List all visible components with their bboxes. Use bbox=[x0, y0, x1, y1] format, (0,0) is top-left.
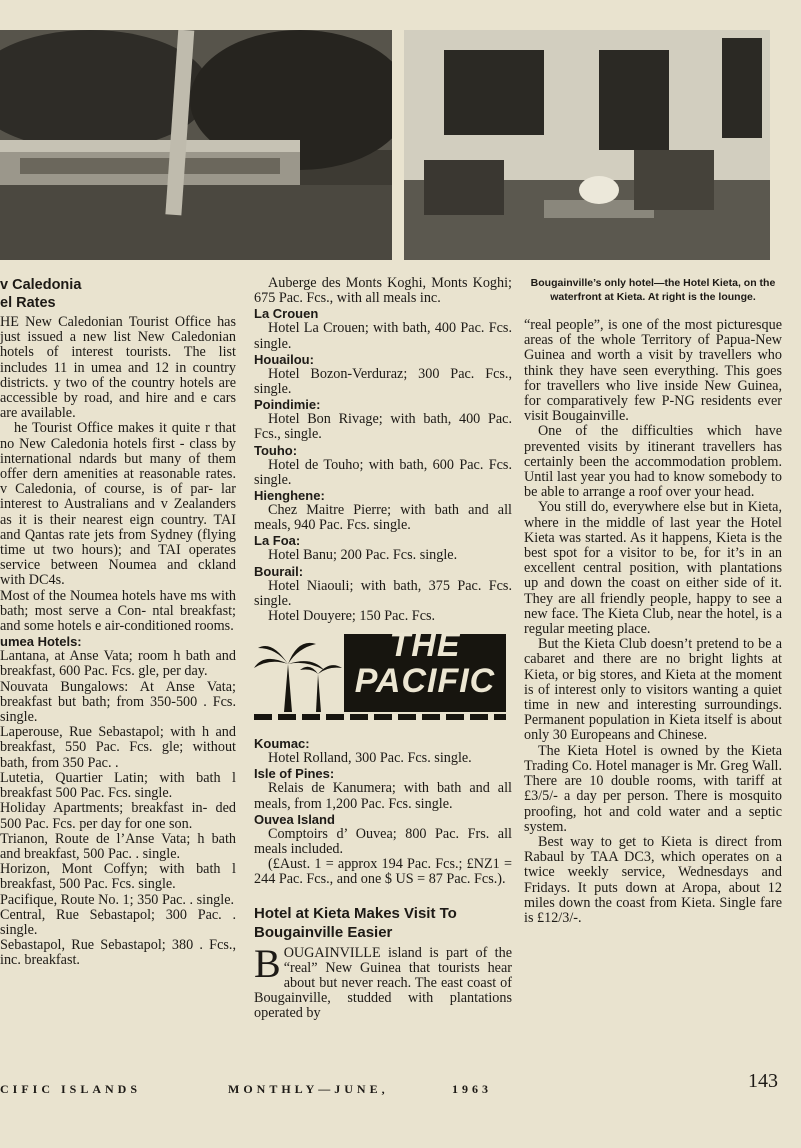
hotel-entry: Chez Maitre Pierre; with bath and all meals, 940 Pac. Fcs. single. bbox=[254, 502, 512, 534]
exchange-note: (£Aust. 1 = approx 194 Pac. Fcs.; £NZ1 = 244 Pac. Fcs., and one $ US = 87 Pac. Fcs.). bbox=[254, 856, 512, 888]
hotel-entry: Sebastapol, Rue Sebastapol; 380 . Fcs., inc. breakfast. bbox=[0, 937, 236, 969]
place-heading: Ouvea Island bbox=[254, 811, 335, 827]
section-heading: umea Hotels: bbox=[0, 634, 82, 650]
hotel-entry: Hotel Bon Rivage; with bath, 400 Pac. Fcs., single. bbox=[254, 411, 512, 443]
place-heading: Koumac: bbox=[254, 736, 310, 752]
hotel-entry: Holiday Apartments; breakfast in- ded 500 Pac. Fcs. per day for one son. bbox=[0, 800, 236, 832]
logo-line: THE bbox=[389, 626, 461, 665]
hotel-entry: Hotel Rolland, 300 Pac. Fcs. single. bbox=[268, 750, 472, 767]
place-heading: Houailou: bbox=[254, 351, 314, 367]
footer-year: 1963 bbox=[452, 1082, 492, 1096]
paragraph: But the Kieta Club doesn’t pretend to be a cabaret and there are no bright lights at Kieta, or big stores, and Kieta at the moment is of interest only to visitors wanting a quiet time in new and interesting surroundings. Permanent population in Kieta itself is about only 30 Europeans and Chinese. bbox=[524, 636, 782, 744]
place-heading: Hienghene: bbox=[254, 488, 325, 504]
logo-box bbox=[344, 626, 506, 712]
hotel-entry: Nouvata Bungalows: At Anse Vata; breakfast but bath; from 350-500 . Fcs. single. bbox=[0, 678, 236, 726]
hotel-entry: Lantana, at Anse Vata; room h bath and breakfast, 600 Pac. Fcs. gle, per day. bbox=[0, 648, 236, 680]
footer-publication: CIFIC ISLANDS bbox=[0, 1082, 142, 1096]
hotel-entry: Hotel Banu; 200 Pac. Fcs. single. bbox=[268, 547, 458, 564]
paragraph: he Tourist Office makes it quite r that no New Caledonia hotels first - class by international ndards but many of them offer dern amenities at reasonable rates. v Caledonia, of course, is of par- lar interest to Australians and v Zealanders as it is their nearest eign country. TAI and Qantas rate jets from Sydney (flying time ut two hours); and TAI operates service between Noumea and ckland with DC4s. bbox=[0, 420, 236, 589]
kieta-article-title: Hotel at Kieta Makes Visit To Bougainville Easier bbox=[254, 904, 457, 941]
paragraph: You still do, everywhere else but in Kieta, where in the middle of last year the Hotel Kieta was started. As it happens, Kieta is the best spot for a visitor to be, for it’s in an excellent central position, with plantations up and down the coast on either side of it. They are all friendly people, happy to see a new face. The Kieta Club, near the hotel, is a regular meeting place. bbox=[524, 499, 782, 638]
hotel-entry: Pacifique, Route No. 1; 350 Pac. . single. bbox=[0, 891, 235, 908]
hotel-entry: Hotel de Touho; with bath, 600 Pac. Fcs. single. bbox=[254, 456, 512, 488]
page-number: 143 bbox=[748, 1070, 778, 1092]
hotel-entry: Horizon, Mont Coffyn; with bath l breakfast, 500 Pac. Fcs. single. bbox=[0, 861, 236, 893]
place-heading: La Foa: bbox=[254, 533, 301, 549]
column-left bbox=[0, 276, 236, 969]
hotel-entry: Trianon, Route de l’Anse Vata; h bath and breakfast, 500 Pac. . single. bbox=[0, 830, 236, 862]
logo-divider bbox=[254, 714, 506, 720]
hotel-entry: Laperouse, Rue Sebastapol; with h and breakfast, 550 Pac. Fcs. gle; without bath, from 350 Pac. . bbox=[0, 724, 236, 771]
page-footer bbox=[0, 1070, 801, 1108]
hotel-entry: Comptoirs d’ Ouvea; 800 Pac. Frs. all meals included. bbox=[254, 825, 512, 858]
paragraph: The Kieta Hotel is owned by the Kieta Trading Co. Hotel manager is Mr. Greg Wall. There are 10 double rooms, with tariff at £3/5/- a day per person. There is mosquito proofing, hot and cold water and a septic system. bbox=[524, 742, 782, 835]
paragraph: Auberge des Monts Koghi, Monts Koghi; 675 Pac. Fcs., with all meals inc. bbox=[254, 275, 512, 307]
hotel-entry: Relais de Kanumera; with bath and all meals, from 1,200 Pac. Fcs. single. bbox=[254, 780, 512, 812]
hotel-entry: Hotel Bozon-Verduraz; 300 Pac. Fcs., single. bbox=[254, 365, 512, 398]
column-middle bbox=[254, 276, 512, 1022]
photo-hotel-exterior bbox=[0, 30, 392, 260]
footer-issue: MONTHLY—JUNE, bbox=[228, 1082, 389, 1096]
title-line: v Caledonia bbox=[0, 277, 82, 293]
hotel-entry: Hotel Niaouli; with bath, 375 Pac. Fcs. single. bbox=[254, 577, 512, 609]
the-pacific-logo bbox=[254, 626, 506, 724]
place-heading: Bourail: bbox=[254, 563, 304, 579]
paragraph: HE New Caledonian Tourist Office has just issued a new list New Caledonian hotels of interest tourists. The list includes 11 in umea and 12 in country districts. y two of the country hotels are accessible by road, and hire and e cars are available. bbox=[0, 314, 236, 422]
palm-tree-icon bbox=[254, 634, 342, 714]
photo-caption: Bougainville’s only hotel—the Hotel Kieta, on the waterfront at Kieta. At right is the lounge. bbox=[530, 277, 776, 303]
logo-line: PACIFIC bbox=[354, 662, 496, 701]
paragraph: Best way to get to Kieta is direct from Rabaul by TAA DC3, which operates on a twice weekly service, Wednesdays and Fridays. It puts down at Aropa, about 12 miles down the coast from Kieta. Single fare is £12/3/-. bbox=[524, 833, 782, 926]
kieta-paragraph bbox=[254, 940, 512, 1022]
hotel-entry: Hotel Douyere; 150 Pac. Fcs. bbox=[268, 608, 436, 625]
article-title bbox=[0, 276, 236, 312]
hotel-entry: Lutetia, Quartier Latin; with bath l breakfast 500 Pac. Fcs. single. bbox=[0, 769, 236, 802]
place-heading: Touho: bbox=[254, 442, 298, 458]
place-heading: Poindimie: bbox=[254, 397, 321, 413]
paragraph: One of the difficulties which have prevented visits by itinerant travellers has certainly been the accommodation problem. Until last year you had to know somebody to be able to arrange a roof over your head. bbox=[524, 423, 782, 501]
drop-cap: B bbox=[254, 940, 281, 986]
column-right bbox=[524, 276, 782, 926]
kieta-text: OUGAINVILLE island is part of the “real” New Guinea that tourists hear about but never reach. The east coast of Bougainville, studded with plantations operated by bbox=[254, 944, 512, 1022]
paragraph: “real people”, is one of the most picturesque areas of the whole Territory of Papua-New Guinea and worth a visit by travellers who think they have seen everything. This goes for travellers who live inside New Guinea, for comparatively few P-NG residents ever visit Bougainville. bbox=[524, 317, 782, 425]
hotel-entry: Central, Rue Sebastapol; 300 Pac. . single. bbox=[0, 906, 236, 938]
place-heading: Isle of Pines: bbox=[254, 766, 335, 782]
hotel-entry: Hotel La Crouen; with bath, 400 Pac. Fcs. single. bbox=[254, 320, 512, 352]
photo-hotel-lounge bbox=[404, 30, 770, 260]
paragraph: Most of the Noumea hotels have ms with bath; most serve a Con- ntal breakfast; and some hotels e air-conditioned rooms. bbox=[0, 587, 236, 635]
place-heading: La Crouen bbox=[254, 306, 319, 322]
title-line: el Rates bbox=[0, 295, 56, 311]
